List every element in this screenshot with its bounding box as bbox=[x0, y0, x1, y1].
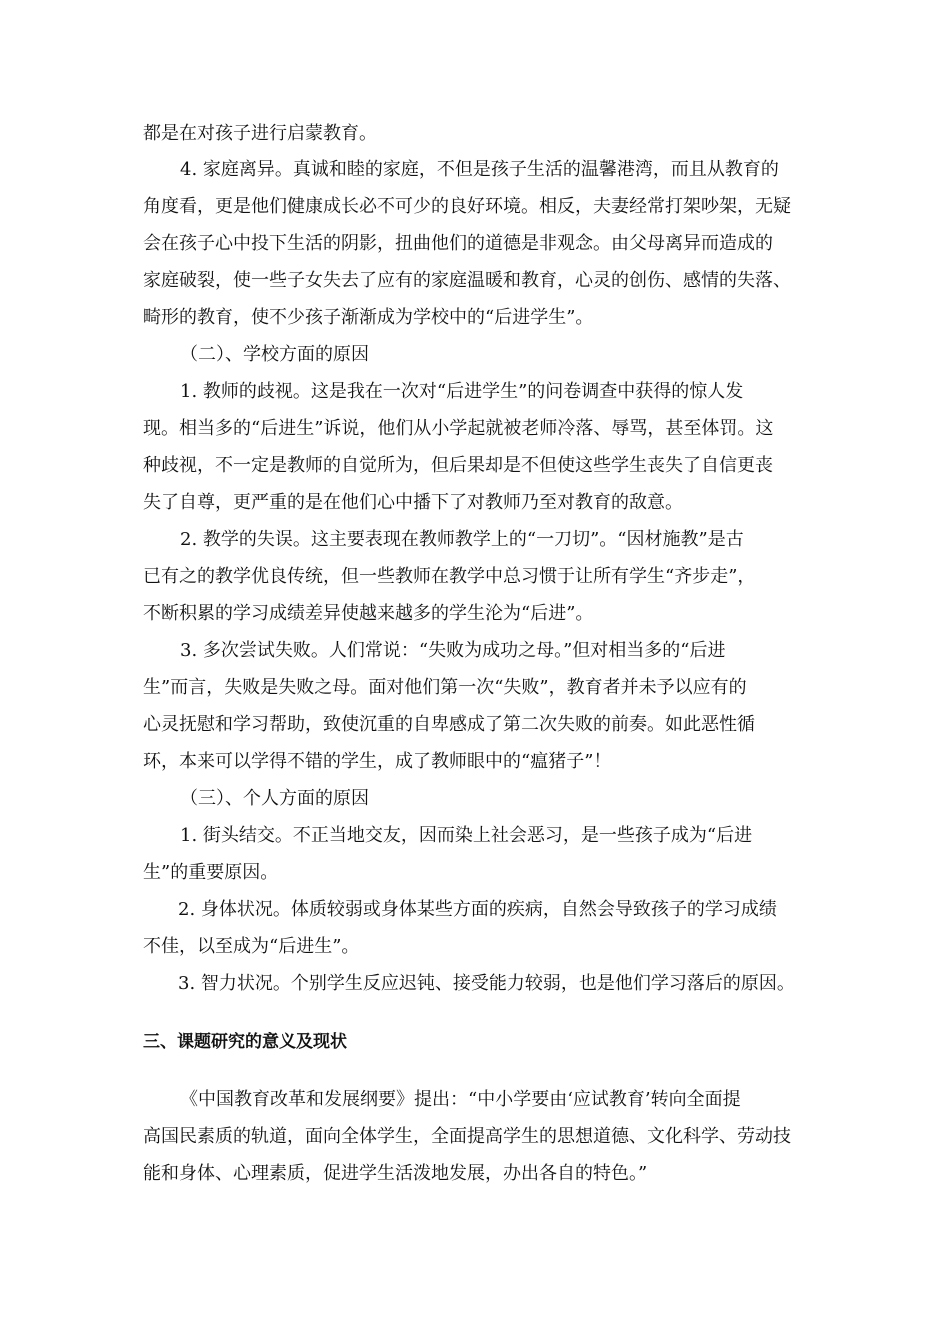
paragraph-line: 不佳，以至成为“后进生”。 bbox=[143, 936, 360, 957]
paragraph-line: 种歧视，不一定是教师的自觉所为，但后果却是不但使这些学生丧失了自信更丧 bbox=[143, 455, 773, 476]
paragraph-line: 失了自尊，更严重的是在他们心中播下了对教师乃至对教育的敌意。 bbox=[143, 492, 683, 513]
paragraph-line: 家庭破裂，使一些子女失去了应有的家庭温暖和教育，心灵的创伤、感情的失落、 bbox=[143, 270, 791, 291]
paragraph-line: 心灵抚慰和学习帮助，致使沉重的自卑感成了第二次失败的前奏。如此恶性循 bbox=[143, 714, 755, 735]
paragraph-line: 现。相当多的“后进生”诉说，他们从小学起就被老师冷落、辱骂，甚至体罚。这 bbox=[143, 418, 774, 439]
section-heading-school: （二）、学校方面的原因 bbox=[180, 344, 369, 365]
list-item-physical-condition: 2. 身体状况。体质较弱或身体某些方面的疾病，自然会导致孩子的学习成绩 bbox=[178, 899, 777, 920]
paragraph-line: 生”而言，失败是失败之母。面对他们第一次“失败”，教育者并未予以应有的 bbox=[143, 677, 747, 698]
paragraph-line: 生”的重要原因。 bbox=[143, 862, 279, 883]
list-item-teacher-discrimination: 1. 教师的歧视。这是我在一次对“后进学生”的问卷调查中获得的惊人发 bbox=[180, 381, 744, 402]
list-item-intelligence: 3. 智力状况。个别学生反应迟钝、接受能力较弱，也是他们学习落后的原因。 bbox=[178, 973, 795, 994]
paragraph-line: 《中国教育改革和发展纲要》提出：“中小学要由‘应试教育’转向全面提 bbox=[180, 1089, 741, 1110]
paragraph-line: 会在孩子心中投下生活的阴影，扭曲他们的道德是非观念。由父母离异而造成的 bbox=[143, 233, 773, 254]
chapter-heading: 三、课题研究的意义及现状 bbox=[143, 1032, 347, 1052]
paragraph-line: 不断积累的学习成绩差异使越来越多的学生沦为“后进”。 bbox=[143, 603, 594, 624]
paragraph-line: 环，本来可以学得不错的学生，成了教师眼中的“瘟猪子”！ bbox=[143, 751, 612, 772]
section-heading-personal: （三）、个人方面的原因 bbox=[180, 788, 369, 809]
paragraph-line: 高国民素质的轨道，面向全体学生，全面提高学生的思想道德、文化科学、劳动技 bbox=[143, 1126, 791, 1147]
paragraph-line: 角度看，更是他们健康成长必不可少的良好环境。相反，夫妻经常打架吵架，无疑 bbox=[143, 196, 791, 217]
list-item-family-divorce: 4. 家庭离异。真诚和睦的家庭，不但是孩子生活的温馨港湾，而且从教育的 bbox=[180, 159, 779, 180]
paragraph-line: 已有之的教学优良传统，但一些教师在教学中总习惯于让所有学生“齐步走”， bbox=[143, 566, 756, 587]
list-item-teaching-mistakes: 2. 教学的失误。这主要表现在教师教学上的“一刀切”。“因材施教”是古 bbox=[180, 529, 744, 550]
list-item-street-friends: 1. 街头结交。不正当地交友，因而染上社会恶习，是一些孩子成为“后进 bbox=[180, 825, 753, 846]
list-item-repeated-failure: 3. 多次尝试失败。人们常说：“失败为成功之母。”但对相当多的“后进 bbox=[180, 640, 726, 661]
paragraph-line: 能和身体、心理素质，促进学生活泼地发展，办出各自的特色。” bbox=[143, 1163, 648, 1184]
paragraph-line: 都是在对孩子进行启蒙教育。 bbox=[143, 123, 377, 144]
paragraph-line: 畸形的教育，使不少孩子渐渐成为学校中的“后进学生”。 bbox=[143, 307, 594, 328]
